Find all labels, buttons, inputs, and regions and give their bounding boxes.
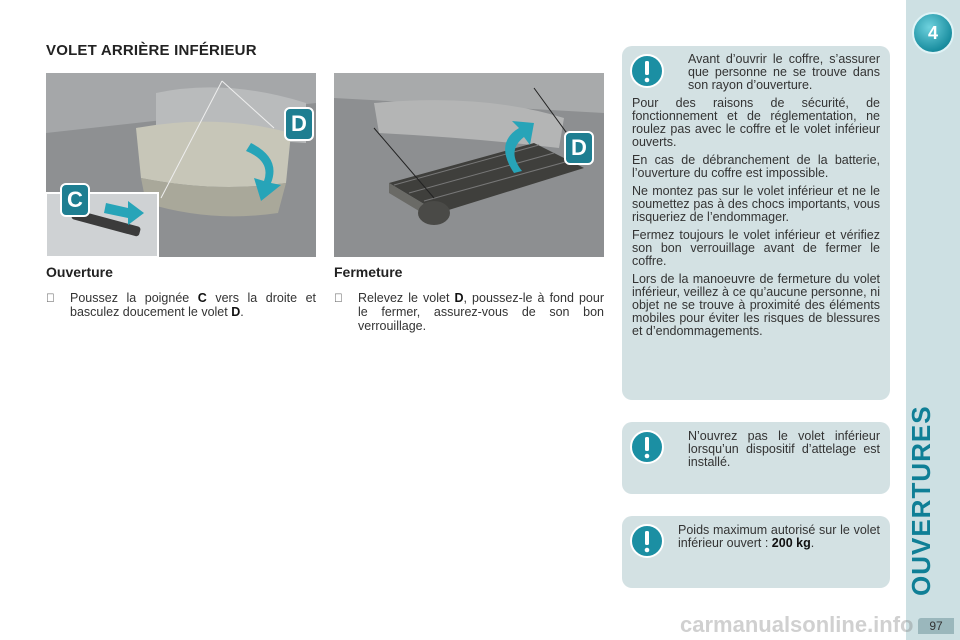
warning3-text: Poids maximum autorisé sur le volet inférieur ouvert : 200 kg.: [678, 523, 880, 550]
warning1-lead: Avant d’ouvrir le coffre, s’assurer que personne ne se trouve dans son rayon d’ouverture.: [688, 52, 880, 92]
page-number: 97: [918, 618, 954, 634]
chapter-name: OUVERTURES: [906, 405, 936, 596]
warning-box-weight: [622, 516, 890, 588]
bullet-icon: [334, 291, 343, 305]
watermark: carmanualsonline.info: [680, 612, 914, 637]
warning-exclamation-icon: [630, 524, 664, 558]
photo-label-c: C: [60, 183, 90, 217]
paragraph-ouverture: Poussez la poignée C vers la droite et basculez doucement le volet D.: [46, 291, 316, 319]
paragraph-fermeture: Relevez le volet D, poussez-le à fond pour le fermer, assurez-vous de son bon verrouillage.: [334, 291, 604, 333]
chapter-number-badge: 4: [912, 12, 954, 54]
warning-box-safety: [622, 46, 890, 400]
section-title: VOLET ARRIÈRE INFÉRIEUR: [46, 42, 257, 59]
photo-label-d: D: [284, 107, 314, 141]
warning1-p5: Lors de la manoeuvre de fermeture du volet inférieur, veillez à ce qu’aucune personne, ni objet ne se trouve à proximité des éléments mobiles pour éviter les risques de blessures et d’endommagements.: [632, 272, 880, 338]
warning1-p2: En cas de débranchement de la batterie, l’ouverture du coffre est impossible.: [632, 153, 880, 180]
warning1-p3: Ne montez pas sur le volet inférieur et ne le soumettez pas à des chocs importants, vous risqueriez de l’endommager.: [632, 184, 880, 224]
heading-fermeture: Fermeture: [334, 264, 403, 280]
photo-ouverture: [46, 73, 316, 257]
photo-label-d-right: D: [564, 131, 594, 165]
photo-fermeture: [334, 73, 604, 257]
warning2-text: N’ouvrez pas le volet inférieur lorsqu’un dispositif d’attelage est installé.: [688, 429, 880, 469]
warning1-p4: Fermez toujours le volet inférieur et vérifiez son bon verrouillage avant de fermer le coffre.: [632, 228, 880, 268]
heading-ouverture: Ouverture: [46, 264, 113, 280]
warning-box-towbar: [622, 422, 890, 494]
photo-ouverture-illustration: [46, 73, 316, 257]
photo-fermeture-illustration: [334, 73, 604, 257]
bullet-icon: [46, 291, 55, 305]
warning-exclamation-icon: [630, 54, 664, 88]
warning-exclamation-icon: [630, 430, 664, 464]
warning1-p1: Pour des raisons de sécurité, de fonctionnement et de réglementation, ne roulez pas avec le coffre et le volet inférieur ouverts.: [632, 96, 880, 149]
